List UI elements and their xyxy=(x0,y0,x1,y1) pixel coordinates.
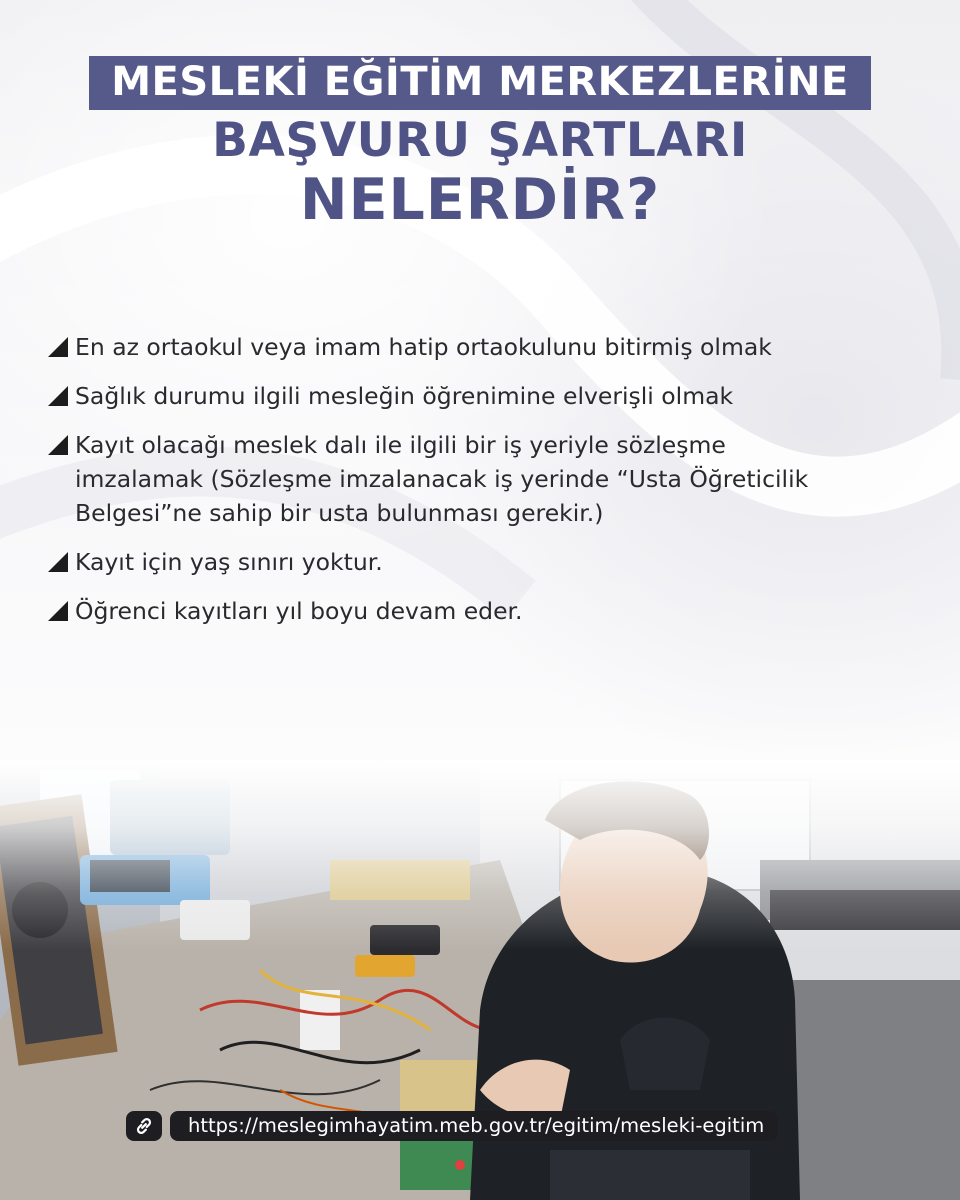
title-line-3: NELERDİR? xyxy=(299,167,661,233)
title-line-2: BAŞVURU ŞARTLARI xyxy=(212,113,748,168)
requirement-text: Sağlık durumu ilgili mesleğin öğrenimine elverişli olmak xyxy=(75,382,734,410)
url-bar xyxy=(126,1111,778,1141)
triangle-bullet-icon xyxy=(48,601,68,621)
link-icon[interactable] xyxy=(126,1111,162,1141)
url-link[interactable]: https://meslegimhayatim.meb.gov.tr/egitim/mesleki-egitim xyxy=(170,1111,778,1141)
title-line-1: MESLEKİ EĞİTİM MERKEZLERİNE xyxy=(89,56,871,110)
requirement-item xyxy=(48,330,908,364)
triangle-bullet-icon xyxy=(48,337,68,357)
triangle-bullet-icon xyxy=(48,552,68,572)
requirement-item xyxy=(48,428,818,530)
title-block xyxy=(0,56,960,232)
requirement-text: Kayıt olacağı meslek dalı ile ilgili bir iş yeriyle sözleşme imzalamak (Sözleşme imzalanacak iş yerinde “Usta Öğreticilik Belgesi”ne sahip bir usta bulunması gerekir.) xyxy=(75,431,809,527)
requirement-text: Kayıt için yaş sınırı yoktur. xyxy=(75,548,383,576)
requirement-item xyxy=(48,379,908,413)
photo-fade-overlay xyxy=(0,760,960,950)
triangle-bullet-icon xyxy=(48,435,68,455)
requirement-text: Öğrenci kayıtları yıl boyu devam eder. xyxy=(75,597,523,625)
requirement-item xyxy=(48,594,908,628)
requirement-item xyxy=(48,545,908,579)
requirement-text: En az ortaokul veya imam hatip ortaokulunu bitirmiş olmak xyxy=(75,333,772,361)
triangle-bullet-icon xyxy=(48,386,68,406)
requirements-list xyxy=(48,330,908,643)
